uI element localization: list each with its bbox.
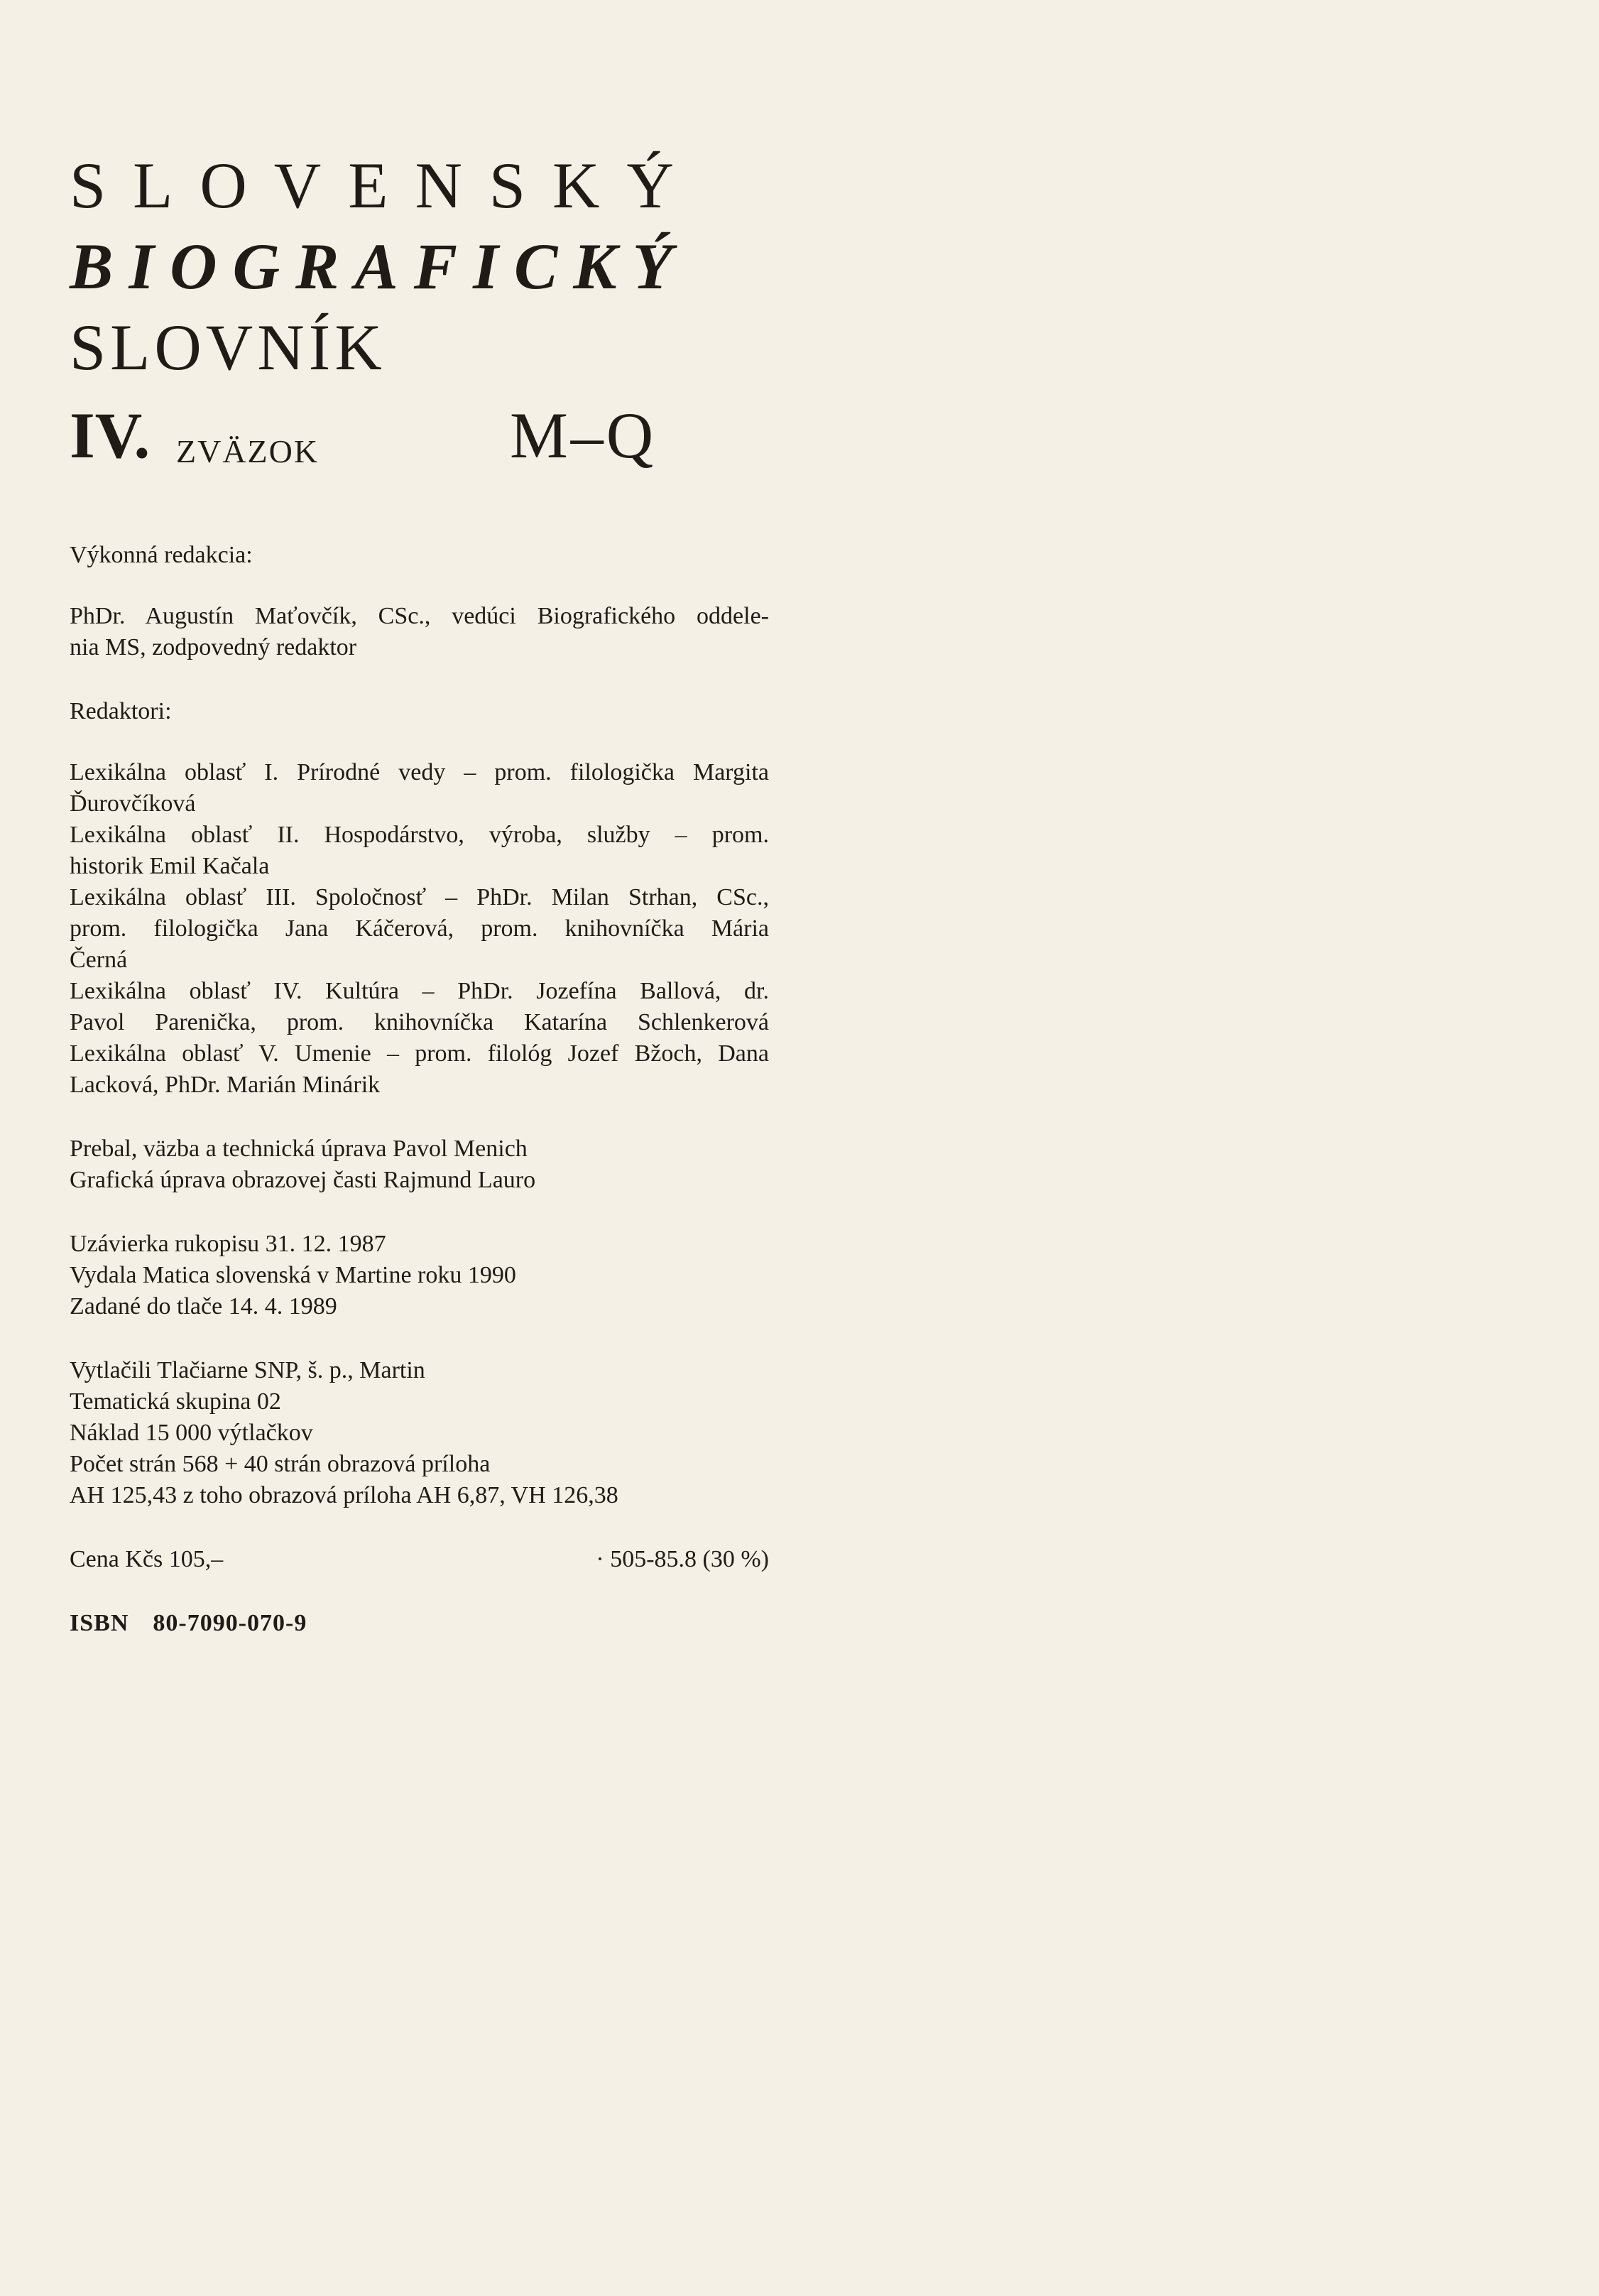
volume-number: IV. — [70, 399, 151, 472]
editors-line: Lexikálna oblasť V. Umenie – prom. filológ Jozef Bžoch, Dana — [70, 1040, 769, 1067]
editors-line: Lexikálna oblasť II. Hospodárstvo, výroba, služby – prom. — [70, 822, 769, 848]
editors-line: Lacková, PhDr. Marián Minárik — [70, 1072, 381, 1098]
print-line: Tematická skupina 02 — [70, 1388, 281, 1415]
design-line: Prebal, väzba a technická úprava Pavol Menich — [70, 1136, 528, 1162]
design-line: Grafická úprava obrazovej časti Rajmund Lauro — [70, 1167, 536, 1193]
isbn-number: 80-7090-070-9 — [153, 1610, 307, 1636]
editors-line: Ďurovčíková — [70, 790, 196, 817]
price-code: · 505-85.8 (30 %) — [596, 1546, 769, 1572]
colophon-body — [70, 540, 769, 1639]
title-line-biograficky: BIOGRAFICKÝ — [70, 230, 688, 303]
dates-line: Vydala Matica slovenská v Martine roku 1990 — [70, 1262, 516, 1288]
editors-line: historik Emil Kačala — [70, 853, 270, 879]
volume-word: ZVÄZOK — [176, 433, 320, 469]
price-label: Cena Kčs 105,– — [70, 1546, 224, 1572]
title-line-slovensky: SLOVENSKÝ — [70, 149, 701, 222]
editors-line: Lexikálna oblasť III. Spoločnosť – PhDr. Milan Strhan, CSc., — [70, 884, 769, 910]
isbn-line — [70, 1608, 769, 1639]
print-line: Vytlačili Tlačiarne SNP, š. p., Martin — [70, 1357, 425, 1383]
isbn-label: ISBN — [70, 1610, 129, 1636]
editorial-heading: Výkonná redakcia: — [70, 542, 253, 568]
editors-line: Černá — [70, 947, 128, 973]
editors-line: Pavol Parenička, prom. knihovníčka Katarína Schlenkerová — [70, 1009, 769, 1035]
volume-row — [70, 394, 694, 472]
editorial-chief-line: PhDr. Augustín Maťovčík, CSc., vedúci Biografického oddele- — [70, 603, 769, 629]
print-line: Náklad 15 000 výtlačkov — [70, 1420, 313, 1446]
dates-line: Zadané do tlače 14. 4. 1989 — [70, 1293, 337, 1320]
editorial-chief-line: nia MS, zodpovedný redaktor — [70, 634, 357, 660]
title-line-slovnik: SLOVNÍK — [70, 311, 386, 383]
editors-line: prom. filologička Jana Káčerová, prom. knihovníčka Mária — [70, 915, 769, 942]
price-row — [70, 1544, 769, 1575]
title-block — [70, 149, 701, 472]
volume-range: M–Q — [510, 399, 657, 472]
dates-line: Uzávierka rukopisu 31. 12. 1987 — [70, 1231, 386, 1257]
print-line: Počet strán 568 + 40 strán obrazová príloha — [70, 1451, 491, 1477]
print-line: AH 125,43 z toho obrazová príloha AH 6,87, VH 126,38 — [70, 1482, 618, 1508]
editors-heading: Redaktori: — [70, 698, 172, 724]
editors-line: Lexikálna oblasť IV. Kultúra – PhDr. Jozefína Ballová, dr. — [70, 978, 769, 1004]
editors-line: Lexikálna oblasť I. Prírodné vedy – prom. filologička Margita — [70, 759, 769, 785]
